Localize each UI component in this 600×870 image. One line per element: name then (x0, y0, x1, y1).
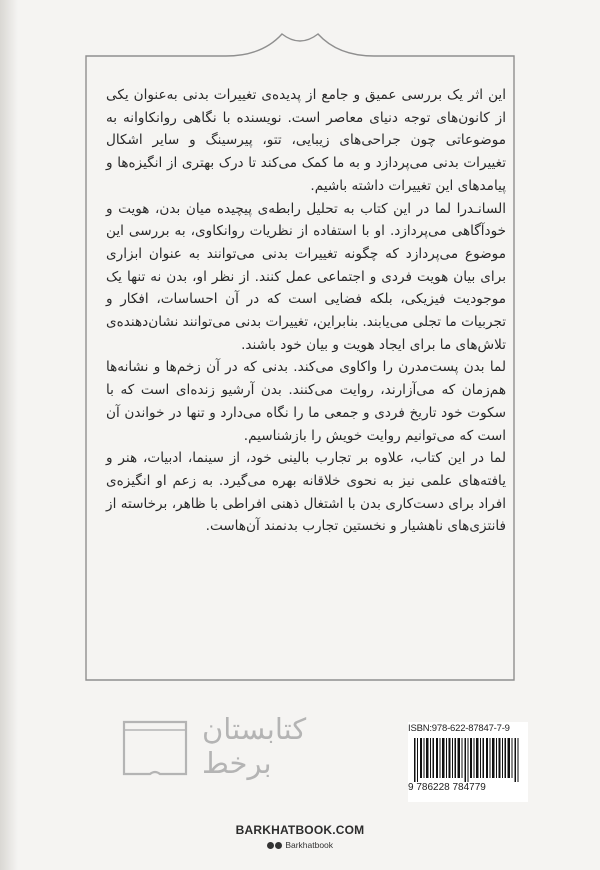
publisher-website: BARKHATBOOK.COM (235, 823, 365, 837)
blurb-paragraph-4: لما در این کتاب، علاوه بر تجارب بالینی خود، از سینما، ادبیات، هنر و یافته‌های علمی نیز به نحوی خلاقانه بهره می‌گیرد. به زعم او انگیزه‌ی افراد برای دست‌کاری بدن با اشتغال ذهنی افراطی با ظاهر، برخاسته از فانتزی‌های ناهشیار و نخستین تجارب بدنمند آن‌هاست. (106, 450, 506, 535)
blurb-text (106, 84, 506, 538)
social-handle-text: Barkhatbook (285, 840, 334, 850)
publisher-logo (120, 712, 370, 782)
blurb-paragraph-1: این اثر یک بررسی عمیق و جامع از پدیده‌ی تغییرات بدنی به‌عنوان یکی از کانون‌های توجه دنیای معاصر است. نویسنده با نگاهی روانکاوانه به موضوعاتی چون جراحی‌های زیبایی، تتو، پیرسینگ و سایر اشکال تغییرات بدنی می‌پردازد و به ما کمک می‌کند تا درک بهتری از انگیزه‌ها و پیامدهای این تغییرات داشته باشیم. (106, 87, 506, 194)
publisher-name (202, 712, 372, 780)
publisher-name-line-1: کتابستان (202, 712, 307, 746)
publisher-name-line-2: برخط (202, 746, 272, 780)
barcode-digits: 9 786228 784779 (408, 782, 486, 793)
blurb-paragraph-3: لما بدن پست‌مدرن را واکاوی می‌کند. بدنی که در آن زخم‌ها و نشانه‌ها هم‌زمان که می‌آزارند، روایت می‌کنند. بدن آرشیو زنده‌ای است که با سکوت خود تاریخ فردی و جمعی ما را نگاه می‌دارد و تنها در خواندن آن است که می‌توانیم روایت خویش را بازشناسیم. (106, 359, 506, 444)
telegram-icon (275, 842, 282, 849)
barcode-icon (414, 738, 522, 782)
isbn-label: ISBN:978-622-87847-7-9 (408, 723, 510, 734)
open-book-logo-icon (120, 712, 190, 782)
blurb-paragraph-2: السانـدرا لما در این کتاب به تحلیل رابطه‌ی پیچیده میان بدن، هویت و خودآگاهی می‌پردازد. او با استفاده از نظریات روانکاوی، به بررسی این موضوع می‌پردازد که چگونه تغییرات بدنی می‌توانند به‌ عنوان ابزاری برای بیان هویت فردی و اجتماعی عمل کنند. از نظر او، بدن نه تنها یک موجودیت فیزیکی، بلکه فضایی است که در آن احساسات، افکار و تجربیات ما تجلی می‌یابند. بنابراین، تغییرات بدنی می‌توانند نشان‌دهنده‌ی تلاش‌های ما برای ایجاد هویت و بیان خود باشند. (106, 200, 506, 353)
isbn-barcode-block (408, 722, 528, 802)
instagram-icon (267, 842, 274, 849)
social-handle (0, 840, 600, 850)
